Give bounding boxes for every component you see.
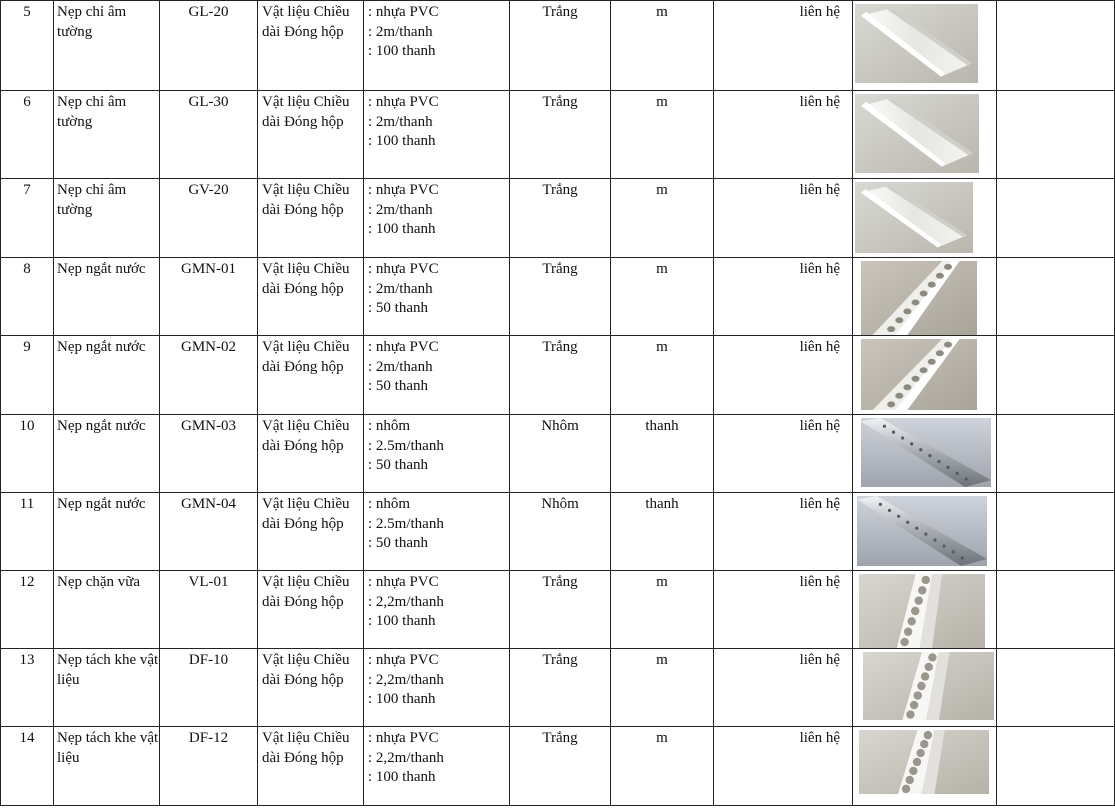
product-name: Nẹp ngắt nước <box>54 258 160 336</box>
perforated-strip-photo <box>859 574 985 648</box>
row-number: 10 <box>1 415 54 493</box>
product-code: GL-30 <box>160 91 258 179</box>
material-line: : nhựa PVC <box>368 339 439 355</box>
product-image-cell <box>853 493 997 571</box>
material-line: : 2,2m/thanh <box>368 749 444 766</box>
product-color: Trắng <box>510 727 611 806</box>
product-color: Nhôm <box>510 493 611 571</box>
aluminium-profile-photo <box>857 496 987 566</box>
material-line: : 50 thanh <box>368 457 428 473</box>
material-line: : 100 thanh <box>368 221 436 237</box>
row-number: 9 <box>1 336 54 415</box>
product-price: liên hệ <box>714 571 853 649</box>
material-details <box>364 179 510 258</box>
note-cell <box>997 415 1115 493</box>
table-row <box>1 179 1115 258</box>
material-line: : 100 thanh <box>368 769 436 785</box>
spec-labels: Vật liệu Chiều dài Đóng hộp <box>258 179 364 258</box>
product-code: GMN-03 <box>160 415 258 493</box>
material-line: : 50 thanh <box>368 378 428 394</box>
material-line: : 2m/thanh <box>368 280 433 297</box>
product-color: Nhôm <box>510 415 611 493</box>
table-row <box>1 1 1115 91</box>
product-unit: m <box>611 179 714 258</box>
white-u-channel-photo <box>855 94 979 173</box>
material-line: : 2m/thanh <box>368 113 433 130</box>
spec-labels: Vật liệu Chiều dài Đóng hộp <box>258 415 364 493</box>
product-color: Trắng <box>510 649 611 727</box>
perforated-angle-photo <box>861 339 977 410</box>
product-code: GV-20 <box>160 179 258 258</box>
table-row <box>1 727 1115 806</box>
product-name: Nẹp chặn vữa <box>54 571 160 649</box>
table-row <box>1 336 1115 415</box>
material-line: : 50 thanh <box>368 535 428 551</box>
product-unit: m <box>611 649 714 727</box>
product-name: Nẹp ngắt nước <box>54 415 160 493</box>
product-unit: thanh <box>611 415 714 493</box>
product-price: liên hệ <box>714 649 853 727</box>
product-code: GMN-04 <box>160 493 258 571</box>
material-details <box>364 571 510 649</box>
material-line: : 100 thanh <box>368 613 436 629</box>
material-line: : nhôm <box>368 496 411 512</box>
material-line: : 2.5m/thanh <box>368 515 444 532</box>
note-cell <box>997 571 1115 649</box>
product-code: DF-12 <box>160 727 258 806</box>
product-image-cell <box>853 571 997 649</box>
material-line: : nhựa PVC <box>368 182 439 198</box>
product-code: GL-20 <box>160 1 258 91</box>
material-line: : 2,2m/thanh <box>368 671 444 688</box>
product-image-cell <box>853 649 997 727</box>
product-color: Trắng <box>510 179 611 258</box>
material-line: : nhựa PVC <box>368 94 439 110</box>
material-details <box>364 1 510 91</box>
perforated-strip-photo <box>863 652 994 720</box>
row-number: 12 <box>1 571 54 649</box>
row-number: 7 <box>1 179 54 258</box>
table-row <box>1 649 1115 727</box>
table-row <box>1 571 1115 649</box>
product-color: Trắng <box>510 336 611 415</box>
material-line: : 2,2m/thanh <box>368 593 444 610</box>
spec-labels: Vật liệu Chiều dài Đóng hộp <box>258 258 364 336</box>
row-number: 13 <box>1 649 54 727</box>
note-cell <box>997 91 1115 179</box>
table-row <box>1 91 1115 179</box>
material-line: : nhựa PVC <box>368 4 439 20</box>
product-name: Nẹp ngắt nước <box>54 336 160 415</box>
material-details <box>364 727 510 806</box>
note-cell <box>997 336 1115 415</box>
product-name: Nẹp tách khe vật liệu <box>54 649 160 727</box>
product-name: Nẹp chỉ âm tường <box>54 91 160 179</box>
product-unit: m <box>611 258 714 336</box>
product-code: VL-01 <box>160 571 258 649</box>
product-price: liên hệ <box>714 493 853 571</box>
material-details <box>364 258 510 336</box>
product-price: liên hệ <box>714 1 853 91</box>
product-color: Trắng <box>510 91 611 179</box>
product-code: DF-10 <box>160 649 258 727</box>
material-line: : 2m/thanh <box>368 201 433 218</box>
material-details <box>364 493 510 571</box>
row-number: 14 <box>1 727 54 806</box>
product-price: liên hệ <box>714 415 853 493</box>
product-price: liên hệ <box>714 336 853 415</box>
product-color: Trắng <box>510 1 611 91</box>
product-price: liên hệ <box>714 258 853 336</box>
material-line: : 100 thanh <box>368 43 436 59</box>
note-cell <box>997 179 1115 258</box>
note-cell <box>997 1 1115 91</box>
product-unit: m <box>611 91 714 179</box>
note-cell <box>997 649 1115 727</box>
product-name: Nẹp chỉ âm tường <box>54 1 160 91</box>
product-image-cell <box>853 1 997 91</box>
material-line: : nhựa PVC <box>368 730 439 746</box>
spec-labels: Vật liệu Chiều dài Đóng hộp <box>258 727 364 806</box>
product-unit: m <box>611 727 714 806</box>
row-number: 8 <box>1 258 54 336</box>
material-line: : 2.5m/thanh <box>368 437 444 454</box>
product-image-cell <box>853 727 997 806</box>
product-image-cell <box>853 336 997 415</box>
material-details <box>364 336 510 415</box>
product-name: Nẹp tách khe vật liệu <box>54 727 160 806</box>
material-line: : nhựa PVC <box>368 574 439 590</box>
perforated-strip-photo <box>859 730 989 794</box>
note-cell <box>997 727 1115 806</box>
product-image-cell <box>853 179 997 258</box>
product-image-cell <box>853 91 997 179</box>
row-number: 6 <box>1 91 54 179</box>
note-cell <box>997 258 1115 336</box>
product-name: Nẹp chỉ âm tường <box>54 179 160 258</box>
white-u-channel-photo <box>855 182 973 253</box>
material-line: : nhựa PVC <box>368 261 439 277</box>
product-image-cell <box>853 415 997 493</box>
table-row <box>1 493 1115 571</box>
product-color: Trắng <box>510 571 611 649</box>
row-number: 5 <box>1 1 54 91</box>
table-row <box>1 258 1115 336</box>
product-price: liên hệ <box>714 179 853 258</box>
spec-labels: Vật liệu Chiều dài Đóng hộp <box>258 649 364 727</box>
table-row <box>1 415 1115 493</box>
product-unit: thanh <box>611 493 714 571</box>
spec-labels: Vật liệu Chiều dài Đóng hộp <box>258 91 364 179</box>
product-unit: m <box>611 1 714 91</box>
product-code: GMN-01 <box>160 258 258 336</box>
material-line: : 2m/thanh <box>368 358 433 375</box>
material-line: : 100 thanh <box>368 691 436 707</box>
product-price: liên hệ <box>714 91 853 179</box>
product-name: Nẹp ngắt nước <box>54 493 160 571</box>
product-image-cell <box>853 258 997 336</box>
material-line: : 50 thanh <box>368 300 428 316</box>
spec-labels: Vật liệu Chiều dài Đóng hộp <box>258 336 364 415</box>
white-u-channel-photo <box>855 4 978 83</box>
material-line: : nhôm <box>368 418 411 434</box>
material-line: : 100 thanh <box>368 133 436 149</box>
perforated-angle-photo <box>861 261 977 335</box>
material-line: : nhựa PVC <box>368 652 439 668</box>
spec-labels: Vật liệu Chiều dài Đóng hộp <box>258 493 364 571</box>
spec-labels: Vật liệu Chiều dài Đóng hộp <box>258 571 364 649</box>
material-details <box>364 91 510 179</box>
material-line: : 2m/thanh <box>368 23 433 40</box>
product-table-body <box>1 1 1115 806</box>
row-number: 11 <box>1 493 54 571</box>
aluminium-profile-photo <box>861 418 991 487</box>
note-cell <box>997 493 1115 571</box>
product-code: GMN-02 <box>160 336 258 415</box>
product-color: Trắng <box>510 258 611 336</box>
product-price: liên hệ <box>714 727 853 806</box>
material-details <box>364 415 510 493</box>
spec-labels: Vật liệu Chiều dài Đóng hộp <box>258 1 364 91</box>
product-unit: m <box>611 571 714 649</box>
product-unit: m <box>611 336 714 415</box>
material-details <box>364 649 510 727</box>
